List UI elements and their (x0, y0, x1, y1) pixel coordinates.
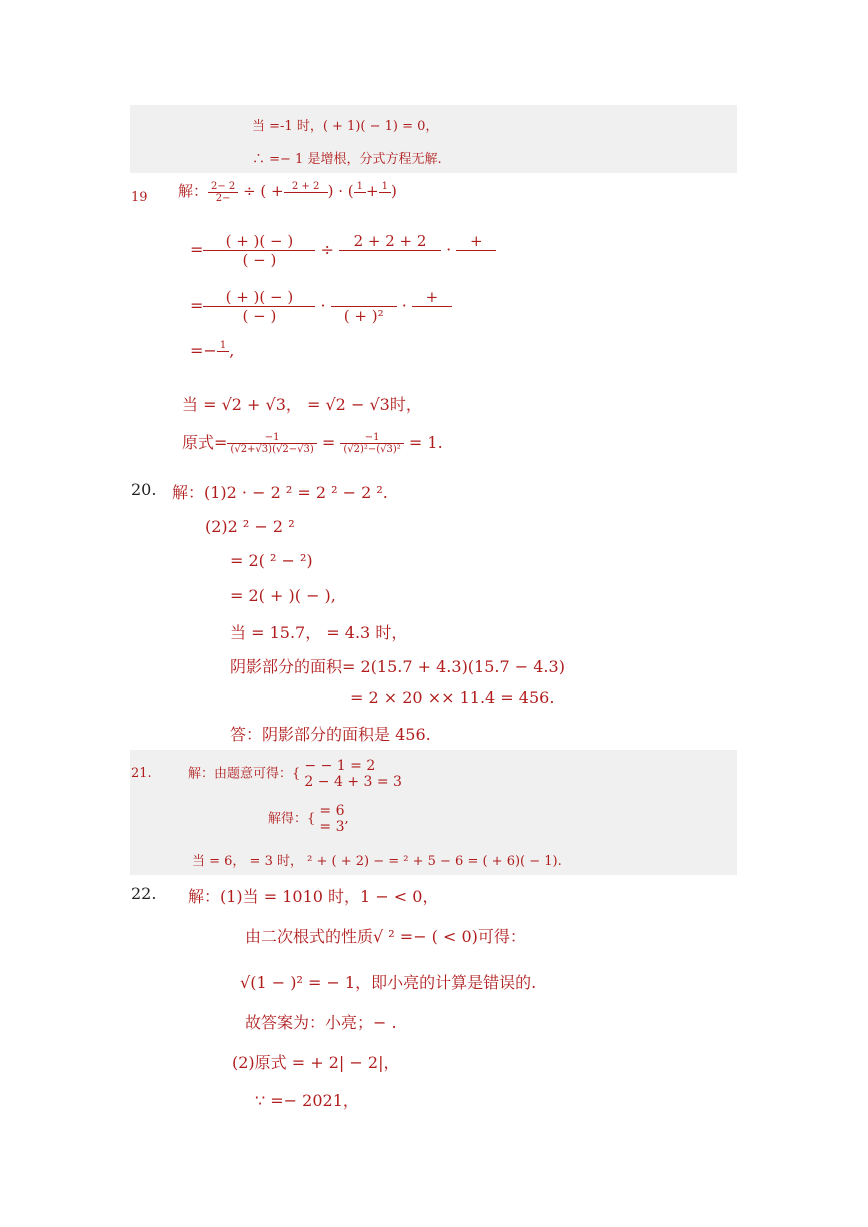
q19-s1-frac-3: + (456, 232, 496, 269)
q19-frac-3: 1 (354, 181, 366, 204)
q22-line-1: 解：(1)当 = 1010 时，1 − < 0， (188, 887, 439, 906)
q20-line-3: = 2( ² − ²) (230, 551, 313, 570)
q21-lead-text: 解：由题意可得：{ (188, 766, 301, 782)
q19-frac-1: $\frac{2- 2}{2-}$ (208, 181, 238, 204)
q19-orig-end: = 1. (408, 433, 443, 452)
q21-system-2-eq-a: = 6 (319, 803, 345, 819)
q19-s1-eq: = (190, 240, 204, 259)
q20-line-2: (2)2 ² − 2 ² (205, 517, 295, 536)
q19-number: 19 (131, 190, 148, 205)
q19-s3-eq: =− (190, 341, 217, 360)
q20-line-6: 阴影部分的面积= 2(15.7 + 4.3)(15.7 − 4.3) (230, 657, 565, 676)
q19-orig-label: 原式= (182, 433, 228, 452)
q19-s1-div: ÷ (320, 240, 334, 259)
q19-orig-eq: = (321, 433, 336, 452)
q22-number: 22. (131, 884, 157, 903)
q20-line-5: 当 = 15.7， = 4.3 时， (230, 623, 408, 642)
q19-mid-2: ) · ( (327, 182, 354, 200)
q18-line-2: ∴ =− 1 是增根，分式方程无解. (252, 152, 442, 167)
q19-frac-2: 2 + 2 (284, 181, 328, 204)
q21-system-2-end: , (344, 811, 349, 827)
q21-solved-text: 解得：{ (268, 811, 316, 827)
q19-step-1 (190, 232, 496, 269)
q19-frac-4: 1 (379, 181, 391, 204)
q21-solved (268, 803, 349, 835)
q19-plus: + (366, 182, 379, 200)
q19-orig-frac-2: $\frac{-1}{\text{(√2)²−(√3)²}}$ (340, 432, 403, 455)
q21-number: 21. (131, 766, 152, 781)
q19-step-3 (190, 340, 234, 363)
q20-number: 20. (131, 480, 157, 499)
q19-s1-frac-2: 2 + 2 + 2 (339, 232, 441, 269)
q19-s2-eq: = (190, 296, 204, 315)
q19-original (182, 430, 443, 455)
q20-line-1: 解：(1)2 · − 2 ² = 2 ² − 2 ². (172, 483, 388, 502)
q19-s1-frac-1: $\frac{( + )( - )}{( - )}$ (203, 232, 315, 269)
q21-system-1-eq-b: 2 − 4 + 3 = 3 (304, 774, 402, 790)
q22-line-2: 由二次根式的性质√ ² =− ( < 0)可得： (245, 927, 526, 946)
q19-orig-frac-1: $\frac{-1}{(√2+√3)(√2-√3)}$ (227, 432, 316, 455)
q22-line-3: √(1 − )² = − 1，即小亮的计算是错误的. (240, 973, 537, 992)
q19-expression (178, 180, 397, 204)
q21-lead (188, 758, 402, 790)
q19-s3-end: , (229, 341, 235, 360)
q19-s2-frac-3: + (412, 288, 452, 325)
q21-last: 当 = 6， = 3 时， ² + ( + 2) − = ² + 5 − 6 = ( + 6)( − 1). (192, 854, 562, 869)
q19-s2-frac-1: $\frac{( + )( - )}{( - )}$ (203, 288, 315, 325)
q19-s2-frac-2: ( + )² (331, 288, 397, 325)
q22-line-6: ∵ =− 2021， (255, 1091, 359, 1110)
q19-when: 当 = √2 + √3， = √2 − √3时， (182, 395, 422, 414)
q19-s2-dot-1: · (320, 296, 326, 315)
q20-line-4: = 2( + )( − ), (230, 586, 336, 605)
q21-system-1 (304, 758, 402, 790)
q19-s2-dot-2: · (401, 296, 407, 315)
q20-line-8: 答：阴影部分的面积是 456. (230, 725, 431, 744)
q21-system-2 (319, 803, 344, 835)
q21-system-1-eq-a: − − 1 = 2 (304, 758, 376, 774)
q19-s1-dot: · (446, 240, 452, 259)
q19-close: ) (390, 182, 397, 200)
q20-line-7: = 2 × 20 ×× 11.4 = 456. (350, 688, 555, 707)
q19-mid-1: ÷ ( + (243, 182, 284, 200)
q22-line-4: 故答案为：小亮；− . (245, 1013, 397, 1032)
q19-lead: 解： (178, 182, 209, 200)
q19-s3-frac: 1 (217, 340, 229, 363)
q22-line-5: (2)原式 = + 2| − 2|， (232, 1053, 400, 1072)
q21-system-2-eq-b: = 3 (319, 819, 345, 835)
q18-line-1: 当 =-1 时，( + 1)( − 1) = 0， (252, 119, 439, 134)
q19-step-2 (190, 288, 452, 325)
